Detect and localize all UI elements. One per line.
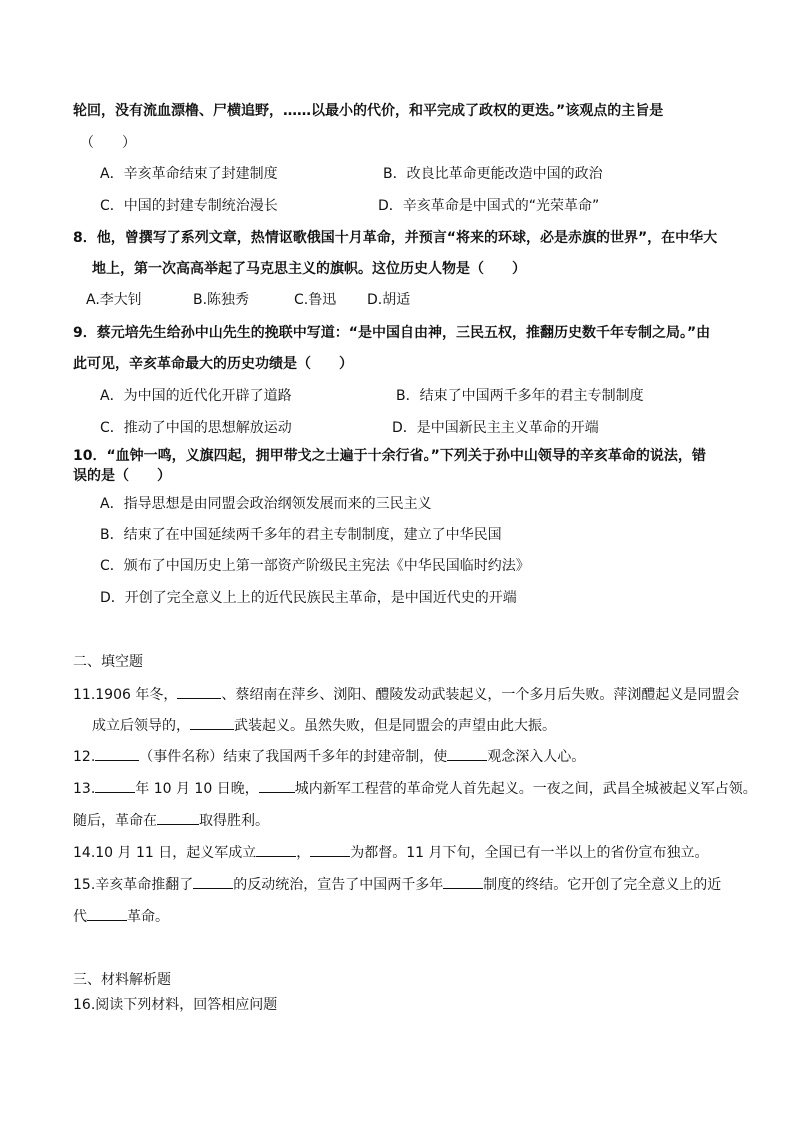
q15-line2 — [73, 906, 169, 927]
q14-blank-1 — [256, 842, 296, 857]
q15-text-5: 革命。 — [127, 909, 169, 925]
q8-option-a: A.李大钊 — [86, 292, 142, 308]
q11-text-3: 成立后领导的， — [92, 718, 190, 734]
q15-blank-3 — [87, 906, 127, 921]
q13-line1 — [73, 778, 757, 799]
q8-stem-line2: 地上，第一次高高举起了马克思主义的旗帜。这位历史人物是（ ） — [92, 261, 526, 277]
q7-answer-bracket: （ ） — [80, 135, 136, 151]
q10-option-d: D．开创了完全意义上上的近代民族民主革命，是中国近代史的开端 — [100, 590, 517, 606]
q10-stem-line2: 误的是（ ） — [73, 468, 171, 484]
q13-blank-3 — [157, 810, 199, 825]
q9-option-d: D．是中国新民主主义革命的开端 — [392, 420, 599, 436]
q15-blank-1 — [193, 874, 233, 889]
q13-text-1: 13. — [73, 781, 96, 797]
q15-text-2: 的反动统治，宣告了中国两千多年 — [233, 877, 444, 893]
q11-blank-2 — [190, 715, 234, 730]
q11-blank-1 — [177, 684, 221, 699]
q13-text-4: 随后，革命在 — [73, 813, 157, 829]
q13-text-5: 取得胜利。 — [199, 813, 269, 829]
q12-blank-1 — [95, 746, 139, 761]
q14-blank-2 — [310, 842, 350, 857]
q7-option-b: B．改良比革命更能改造中国的政治 — [383, 166, 603, 182]
q13-blank-2 — [259, 778, 295, 793]
q7-option-d: D．辛亥革命是中国式的“光荣革命” — [378, 198, 600, 214]
q14-text-3: 为都督。11 月下旬，全国已有一半以上的省份宣布独立。 — [350, 845, 709, 861]
q13-line2 — [73, 810, 269, 831]
q9-stem-line2: 此可见，辛亥革命最大的历史功绩是（ ） — [73, 356, 353, 372]
section-material-analysis-title: 三、材料解析题 — [73, 972, 171, 988]
q12-text-3: 观念深入人心。 — [487, 749, 586, 765]
q14-text-2: ， — [296, 845, 311, 861]
q14-text-1: 14.10 月 11 日，起义军成立 — [73, 845, 257, 861]
q10-stem-line1: 10．“血钟一鸣，义旗四起，拥甲带戈之士遍于十余行省。”下列关于孙中山领导的辛亥革命的说法，错 — [73, 448, 706, 464]
q7-option-a: A．辛亥革命结束了封建制度 — [100, 166, 278, 182]
q11-text-2: 、蔡绍南在萍乡、浏阳、醴陵发动武装起义，一个多月后失败。萍浏醴起义是同盟会 — [221, 687, 740, 703]
q8-stem-line1: 8．他，曾撰写了系列文章，热情讴歌俄国十月革命，并预言“将来的环球，必是赤旗的世界”，在中华大 — [73, 230, 718, 246]
q13-text-3: 城内新军工程营的革命党人首先起义。一夜之间，武昌全城被起义军占领。 — [294, 781, 757, 797]
q12-text-2: （事件名称）结束了我国两千多年的封建帝制，使 — [139, 749, 448, 765]
q15-line1 — [73, 874, 721, 895]
q8-option-d: D.胡适 — [367, 292, 411, 308]
q13-text-2: 年 10 月 10 日晚， — [135, 781, 259, 797]
q12-blank-2 — [447, 746, 487, 761]
q10-option-c: C．颁布了中国历史上第一部资产阶级民主宪法《中华民国临时约法》 — [100, 558, 530, 574]
q7-option-c: C．中国的封建专制统治漫长 — [100, 198, 278, 214]
q11-line1 — [73, 684, 739, 705]
q16-stem: 16.阅读下列材料，回答相应问题 — [73, 997, 278, 1013]
q12-line — [73, 746, 585, 767]
q14-line — [73, 842, 709, 863]
q11-line2 — [92, 715, 556, 736]
q7-stem-continuation: 轮回，没有流血漂橹、尸横追野，……以最小的代价，和平完成了政权的更迭。”该观点的主旨是 — [73, 103, 664, 119]
q8-option-b: B.陈独秀 — [193, 292, 250, 308]
q8-option-c: C.鲁迅 — [294, 292, 337, 308]
section-fill-in-title: 二、填空题 — [73, 654, 143, 670]
q12-text-1: 12. — [73, 749, 96, 765]
q11-text-1: 11.1906 年冬， — [73, 687, 178, 703]
q11-text-4: 武装起义。虽然失败，但是同盟会的声望由此大振。 — [234, 718, 556, 734]
q9-option-c: C．推动了中国的思想解放运动 — [100, 420, 292, 436]
q9-option-a: A．为中国的近代化开辟了道路 — [100, 388, 292, 404]
q10-option-b: B．结束了在中国延续两千多年的君主专制制度，建立了中华民国 — [100, 527, 502, 543]
q15-blank-2 — [443, 874, 483, 889]
q10-option-a: A．指导思想是由同盟会政治纲领发展而来的三民主义 — [100, 496, 432, 512]
q15-text-4: 代 — [73, 909, 87, 925]
q15-text-1: 15.辛亥革命推翻了 — [73, 877, 194, 893]
q9-option-b: B．结束了中国两千多年的君主专制制度 — [396, 388, 644, 404]
q13-blank-1 — [95, 778, 135, 793]
q9-stem-line1: 9．蔡元培先生给孙中山先生的挽联中写道：“是中国自由神，三民五权，推翻历史数千年专制之局。”由 — [73, 325, 711, 341]
q15-text-3: 制度的终结。它开创了完全意义上的近 — [483, 877, 722, 893]
